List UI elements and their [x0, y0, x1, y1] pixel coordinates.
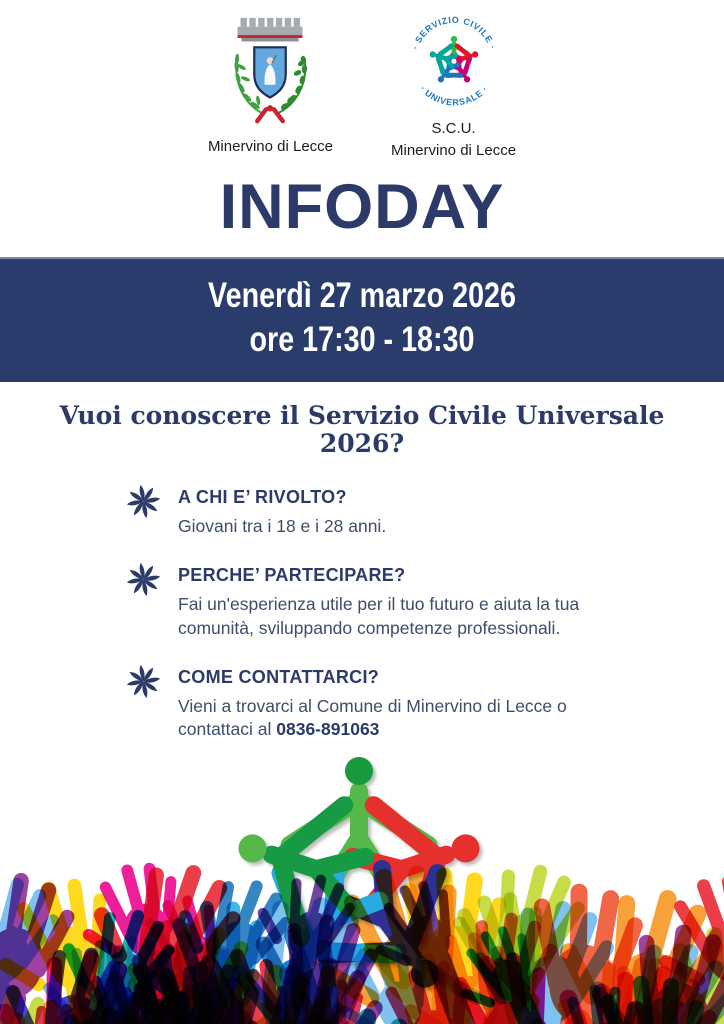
scu-star-figures — [425, 36, 482, 90]
pinwheel-icon — [126, 664, 161, 699]
section-perche-partecipare — [126, 565, 664, 640]
coat-of-arms-icon — [208, 8, 332, 128]
section-title: PERCHE’ PARTECIPARE? — [178, 565, 406, 586]
section-a-chi-e-rivolto — [126, 487, 664, 538]
scu-logo-icon — [403, 8, 505, 110]
phone-number: 0836-891063 — [276, 719, 380, 740]
event-date: Venerdì 27 marzo 2026 — [208, 276, 516, 315]
left-logo-caption: Minervino di Lecce — [207, 138, 333, 155]
colorful-hands-illustration — [0, 815, 724, 1024]
event-date-banner — [0, 257, 724, 382]
scu-caption-line1: S.C.U. — [431, 120, 476, 137]
pinwheel-icon — [126, 562, 161, 597]
page-title: INFODAY — [219, 172, 505, 242]
scu-logo — [391, 8, 516, 160]
section-come-contattarci — [126, 667, 664, 742]
section-body: Giovani tra i 18 e i 28 anni. — [178, 516, 387, 537]
intro-heading: Vuoi conoscere il Servizio Civile Universale 2026? — [59, 401, 665, 458]
section-title: A CHI E’ RIVOLTO? — [178, 487, 347, 508]
event-time: ore 17:30 - 18:30 — [249, 320, 475, 360]
pinwheel-icon — [126, 484, 161, 519]
section-title: COME CONTATTARCI? — [178, 666, 380, 687]
section-body: Fai un'esperienza utile per il tuo futuro e aiuta la tua comunità, sviluppando competenze professionali. — [178, 594, 580, 638]
scu-arc-text-top: · SERVIZIO CIVILE · — [409, 14, 498, 51]
header-logos — [0, 0, 724, 160]
svg-text:· UNIVERSALE · — [418, 84, 490, 108]
minervino-coat-of-arms — [208, 8, 333, 157]
scu-caption-line2: Minervino di Lecce — [391, 141, 517, 159]
scu-arc-text-bottom: · UNIVERSALE · — [417, 83, 490, 108]
section-body: Vieni a trovarci al Comune di Minervino di Lecce o contattaci al 0836-891063 — [178, 695, 567, 740]
info-sections — [0, 457, 724, 741]
